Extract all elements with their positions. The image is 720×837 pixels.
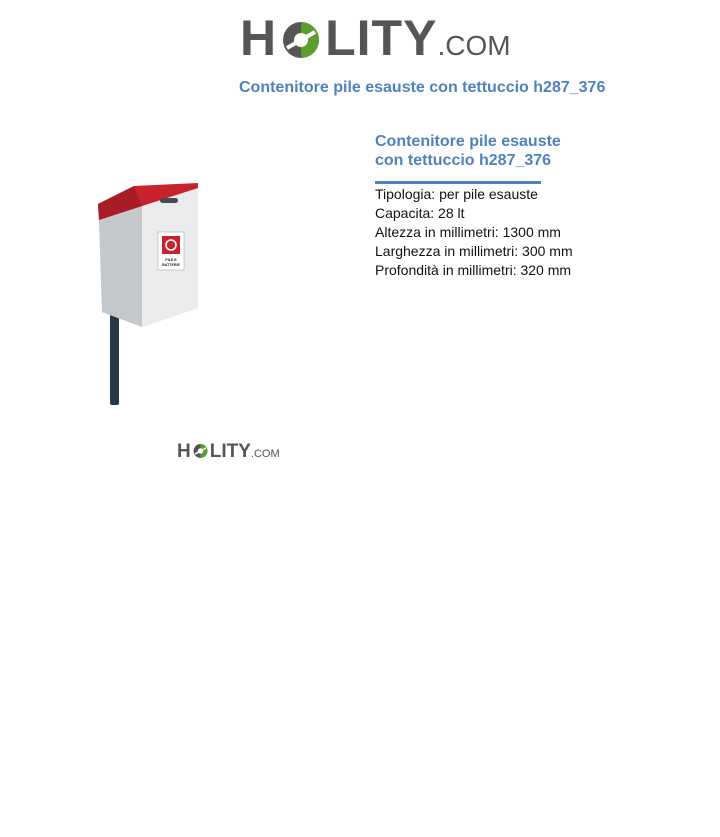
product-title-line1: Contenitore pile esauste <box>375 133 561 150</box>
sign-label-line2: BATTERIE <box>162 263 180 267</box>
logo-dotcom: .COM <box>437 30 511 61</box>
watermark-letter-h: H <box>177 441 191 462</box>
spec-item: Capacita: 28 lt <box>375 205 465 221</box>
spec-list <box>375 185 573 280</box>
spec-item: Larghezza in millimetri: 300 mm <box>375 243 573 259</box>
watermark-logo <box>177 441 280 464</box>
logo-letters-lity: LITY <box>325 10 438 66</box>
watermark-dotcom: .COM <box>250 448 280 460</box>
watermark-letters-lity: LITY <box>209 441 251 462</box>
page-title: Contenitore pile esauste con tettuccio h287_376 <box>239 79 606 96</box>
product-image <box>94 180 204 408</box>
spec-item: Altezza in millimetri: 1300 mm <box>375 224 561 240</box>
spec-item: Profondità in millimetri: 320 mm <box>375 262 572 278</box>
holity-logo[interactable] <box>240 12 511 72</box>
logo-o-icon <box>279 20 323 60</box>
sign-label-line1: PILE E <box>165 258 177 262</box>
spec-item: Tipologia: per pile esauste <box>375 186 538 202</box>
title-divider <box>375 181 541 184</box>
product-title-line2: con tettuccio h287_376 <box>375 152 552 169</box>
product-title <box>375 132 595 170</box>
logo-letter-h: H <box>240 10 278 66</box>
watermark-o-icon <box>192 443 209 459</box>
